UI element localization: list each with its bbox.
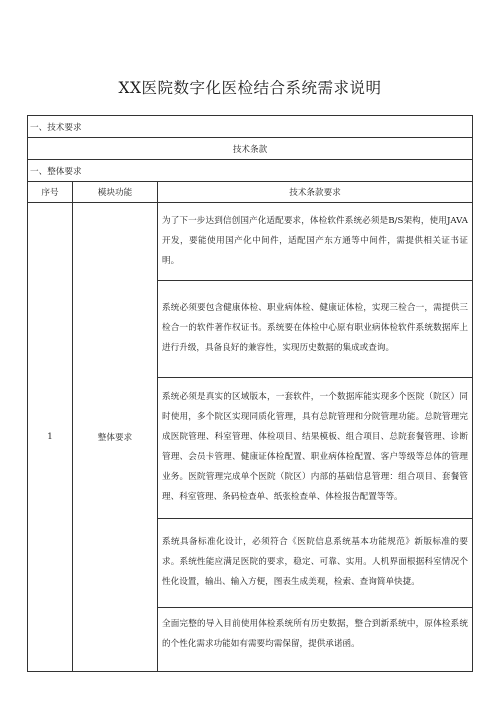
row-module: 整体要求 — [73, 203, 158, 672]
column-header-index: 序号 — [28, 182, 73, 203]
row-index: 1 — [28, 203, 73, 672]
requirement-cell: 为了下一步达到信创国产化适配要求，体检软件系统必须是B/S架构，使用JAVA开发，要能使用国产化中间件，适配国产东方通等中间件，需提供相关证书证明。 — [158, 203, 473, 281]
column-header-clause: 技术条款要求 — [158, 182, 473, 203]
tech-clauses-heading: 技术条款 — [28, 138, 473, 160]
requirement-cell: 系统具备标准化设计，必须符合《医院信息系统基本功能规范》新版标准的要求。系统性能应满足医院的要求，稳定、可靠、实用。人机界面根据科室情况个性化设置，输出、输入方便，图表生成美观，检索、查询简单快捷。 — [158, 519, 473, 608]
table-header-row — [28, 182, 473, 203]
requirement-cell: 系统必须要包含健康体检、职业病体检、健康证体检，实现三检合一，需提供三检合一的软件著作权证书。系统要在体检中心原有职业病体检软件系统数据库上进行升级，具备良好的兼容性，实现历史数据的集成或查询。 — [158, 281, 473, 378]
requirement-cell: 全面完整的导入目前使用体检系统所有历史数据，整合到新系统中，原体检系统的个性化需求功能如有需要均需保留，提供承诺函。 — [158, 608, 473, 672]
column-header-module: 模块功能 — [73, 182, 158, 203]
document-title: XX医院数字化医检结合系统需求说明 — [118, 79, 382, 97]
requirement-cell: 系统必须是真实的区域版本，一套软件，一个数据库能实现多个医院（院区）同时使用，多个院区实现同质化管理，具有总院管理和分院管理功能。总院管理完成医院管理、科室管理、体检项目、结果模板、组合项目、总院套餐管理、诊断管理、会员卡管理、健康证体检配置、职业病体检配置、客户等级等总体的管理业务。医院管理完成单个医院（院区）内部的基础信息管理：组合项目、套餐管理、科室管理、条码检查单、纸张检查单、体检报告配置等等。 — [158, 378, 473, 519]
section-heading-tech: 一、技术要求 — [28, 116, 473, 138]
table-row — [28, 203, 473, 281]
requirements-table — [27, 115, 473, 672]
section-heading-overall: 一、整体要求 — [28, 160, 473, 182]
